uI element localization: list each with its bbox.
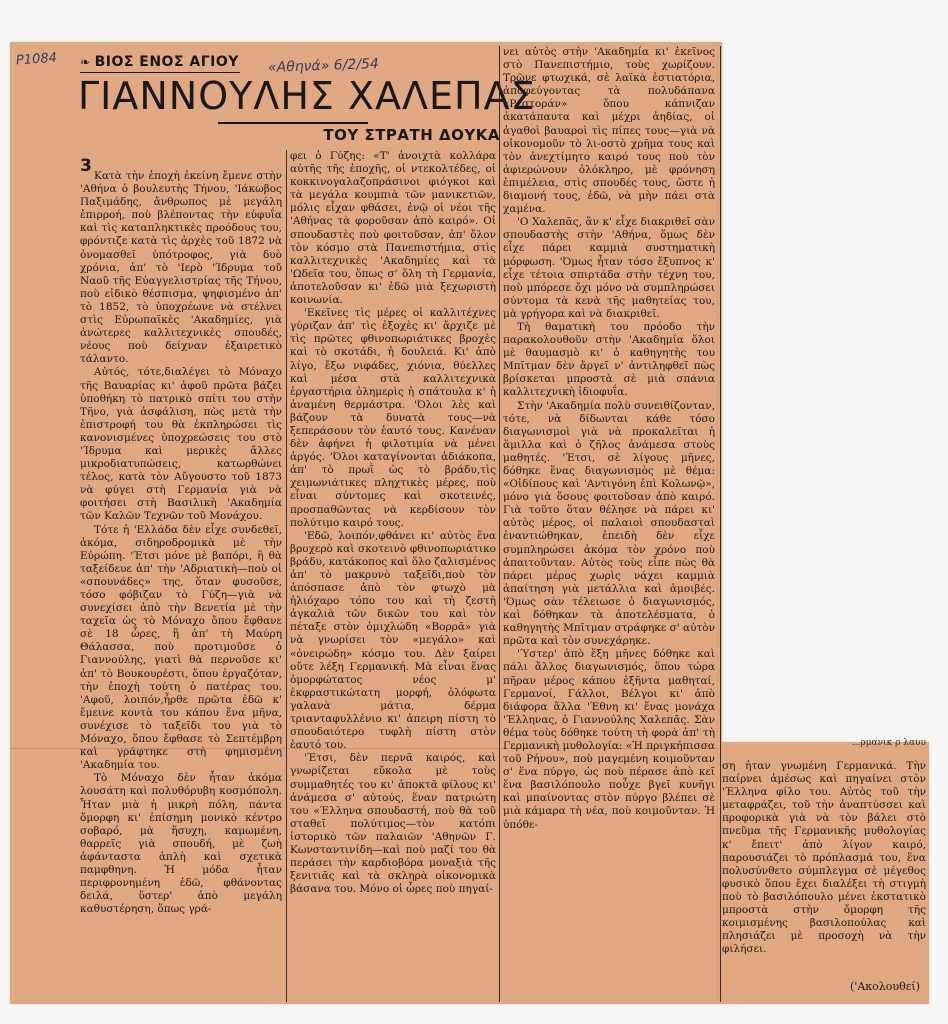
kicker-text: ΒΙΟΣ ΕΝΟΣ ΑΓΙΟΥ <box>94 54 239 70</box>
paragraph: Τότε ἡ 'Ελλάδα δὲν εἶχε συνδεθεῖ, ἀκόμα, σιδηροδρομικὰ μὲ τὴν Εὐρώπη. 'Έτσι μόνε μὲ βαπόρι, ἢ θὰ ταξείδευε ἀπ' τὴν 'Αδριατικὴ—ποὺ οἱ «σπουνάδες» της, ὅταν φυσοῦσε, τόσο φόβιζαν τὸ Γύζη—γιὰ νὰ συνεχίσει ἀπὸ τὴν Βενετία μὲ τὴν ταχεῖα ὡς τὸ Μόναχο ὅπου ἔφθανε σὲ 18 ὧρες, ἢ ἀπ' τὴ Μαύρη Θάλασσα, ποὺ προτιμοῦσε ὁ Γιαννούλης, γιατὶ θὰ περνοῦσε κι' ἀπ' τὸ Βουκουρέστι, ὅπου ἐργαζόταν, τὴν ἐποχὴ τούτη ὁ πατέρας του. 'Αφοῦ, λοιπόν,ἦρθε πρῶτα ἐδῶ κ' ἔμεινε κοντὰ του κάπου ἕνα μῆνα, συνέχισε τὸ ταξεῖδι του γιὰ τὸ Μόναχο, ὅπου ἔφθασε τὸ Σεπτέμβρη καὶ γράφτηκε στὴ φημισμένη 'Ακαδημία του. <box>80 523 282 772</box>
article-title: ΓΙΑΝΝΟΥΛΗΣ ΧΑΛΕΠΑΣ <box>78 74 536 118</box>
column-rule <box>499 46 500 1002</box>
paragraph: φει ὁ Γύζης: «Τ' ἀνοιχτὰ κολλάρα αὐτῆς τῆς ἐποχῆς, οἱ ντεκολτέδες, οἱ κοκκινογαλαζοπράσινοι φιόγκοι καὶ τὰ μεγάλα κουμπιὰ τῶν μανικετιῶν, μόλις εἶχαν φθάσει, ἐνῷ οἱ νέοι τῆς 'Αθήνας τὰ φοροῦσαν ἀπὸ καιρό». Οἱ σπουδαστὲς ποὺ φοιτοῦσαν, ἀπ' ὅλον τὸν κόσμο στὰ Πανεπιστήμια, στὶς καλλιτεχνικὲς 'Ακαδημίες καὶ τὰ 'Ωδεῖα του, ὅπως σ' ὅλη τὴ Γερμανία, ἀποτελοῦσαν κι' ἐδῶ μιὰ ξεχωριστὴ κοινωνία. <box>290 150 496 307</box>
paragraph: ση ἦταν γνωμένη Γερμανικά. Τὴν παίρνει ἀμέσως καὶ πηγαίνει στὸν 'Έλληνα φίλο του. Αὐτὸς τοῦ τὴν μεταφράζει, τοῦ τὴν ἀναπτύσσει καὶ προφορικὰ γιὰ νὰ τὸν βάλει στὸ πνεῦμα τῆς Γερμανικῆς μυθολογίας κ' ἔπειτ' ἀπὸ λίγον καιρό, παρουσιάζει τὸ πρόπλασμά του, ἕνα πολυσύνθετο σύμπλεγμα σὲ μέγεθος φυσικὸ ὅπου ἔχει διαλέξει τὴ στιγμὴ ποὺ τὸ βασιλόπουλο μένει ἐκστατικὸ μπροστὰ στὴν ὄμορφη τῆς κοιμισμένης βασιλοπούλας καὶ πλησιάζει μὲ προσοχὴ νὰ τὴν φιλήσει. <box>722 760 926 956</box>
column-3 <box>503 46 715 1000</box>
byline-rule <box>218 122 368 124</box>
paragraph: Στὴν 'Ακαδημία πολὺ συνειθίζονταν, τότε, νὰ δίδωνται κάθε τόσο διαγωνισμοὶ γιὰ νὰ προκαλεῖται ἡ ἅμιλλα καὶ ὁ ζῆλος ἀνάμεσα στοὺς μαθητές. 'Έτσι, σὲ λίγους μῆνες, δόθηκε ἕνας διαγωνισμὸς μὲ θέμα: «Οἰδίπους καὶ 'Αντιγόνη ἐπὶ Κολωνῷ», μόνο γιὰ ὅσους φοιτοῦσαν ἀπὸ καιρό. Γιὰ τοῦτο ὅταν θέλησε νὰ πάρει κι' αὐτὸς μέρος, οἱ παλαιοὶ σπουδασταὶ ἐναντιώθηκαν, ἐπειδὴ δὲν εἶχε συμπληρώσει ἀκόμα τὸν χρόνο ποὺ ἀπαιτοῦνταν. Αὐτὸς τοὺς εἶπε πὼς θὰ πάρει μέρος χωρὶς νάχει καμμιὰ ἀπαίτηση γιὰ μετάλλια καὶ ἀμοιβές. 'Όμως σὰν τέλειωσε ὁ διαγωνισμός, καὶ δόθηκαν τὰ ἀποτελέσματα, ὁ καθηγητὴς Μπῖτμαν στράφηκε σ' αὐτὸν πρῶτα καὶ τὸν συνεχάρηκε. <box>503 399 715 648</box>
paragraph: Τὸ Μόναχο δὲν ἦταν ἀκόμα λουσάτη καὶ πολυθόρυβη κοσμόπολη. Ἦταν μιὰ ἡ μικρὴ πόλη, πάντα ὄμορφη κι' ἐπίσημη μονικὸ κέντρο σοβαρό, μὰ ἥσυχη, καμωμένη, θαρρεῖς γιὰ σπουδή, μὲ ζωὴ ἀφάνταστα ἁπλὴ καὶ σχετικὰ παμφθηνη. Ἡ μόδα ἦταν περιφρονημένη ἐδῶ, φθάνοντας δειλά, ὕστερ' ἀπὸ μεγάλη καθυστέρηση, ὅπως γρά- <box>80 772 282 916</box>
handwritten-source-date: «Αθηνά» 6/2/54 <box>267 56 380 76</box>
ornament-icon: ❧ <box>80 55 91 69</box>
paragraph: Αὐτός, τότε,διαλέγει τὸ Μόναχο τῆς Βαυαρίας κι' ἀφοῦ πρῶτα βάζει ὑποθήκη τὸ πατρικὸ σπίτι του στὴν Τῆνο, γιὰ ἀσφάλιση, πὼς μετὰ τὴν ἐπιστροφή του θὰ ἐκπληρώσει τὶς κανονισμένες ὑποχρεώσεις του στὸ 'Ίδρυμα καὶ μερικὲς ἄλλες μικροδιατυπώσεις, κατωρθώνει τέλος, κατὰ τὸν Αὔγουστο τοῦ 1873 νὰ φύγει στὴ Γερμανία γιὰ νὰ φοιτήσει στὴ Βασιλικὴ 'Ακαδημία τῶν Καλῶν Τεχνῶν τοῦ Μονάχου. <box>80 366 282 523</box>
paragraph: Κατὰ τὴν ἐποχὴ ἐκείνη ἔμενε στὴν 'Αθήνα ὁ βουλευτὴς Τήνου, 'Ιάκωβος Παξιμάδης, ἄνθρωπος μὲ μεγάλη ἐπιρροή, ποὺ βλέποντας τὴν εὐφυΐα καὶ τὶς καταπληκτικὲς προόδους του, φρόντιζε κατὰ τὶς ἀρχὲς τοῦ 1872 νὰ ὀνομασθεῖ ὑπότροφος, γιὰ δυὸ χρόνια, ἀπ' τὸ 'Ιερὸ 'Ίδρυμα τοῦ Ναοῦ τῆς Εὐαγγελιστρίας τῆς Τήνου, ποὺ εἰδικὸ θέσπισμα, ψηφισμένο ἀπ' τὸ 1852, τὸ ὑποχρέωνε νὰ στέλνει στὶς Εὐρωπαϊκὲς 'Ακαδημίες, γιὰ ἀνώτερες καλλιτεχνικὲς σπουδές, νέους ποὺ δείχναν ἐξαιρετικὸ τάλαντο. <box>80 170 282 366</box>
handwritten-catalog-number: Ρ1084 <box>15 50 58 69</box>
paragraph: 'Ύστερ' ἀπὸ ἕξη μῆνες δόθηκε καὶ πάλι ἄλλος διαγωνισμός, ὅπου τώρα πῆραν μέρος κάπου ἑξῆντα μαθηταί, Γερμανοί, Γάλλοι, Βέλγοι κι' ἀπὸ διάφορα ἄλλα 'Έθνη κι' ἕνας μονάχα 'Έλληνας, ὁ Γιαννούλης Χαλεπᾶς. Σὰν θέμα τοὺς δόθηκε τούτη τὴ φορὰ ἀπ' τὴ Γερμανικὴ μυθολογία: «Ἡ πριγκήπισσα τοῦ Ρήνου», ποὺ μαγεμένη κοιμοῦνταν σ' ἕνα πύργο, ὡς ποὺ πέρασε ἀπὸ κεῖ ἕνα βασιλόπουλο ποὖχε βγεῖ κυνῆγι καὶ μπαίνοντας στὸν πύργο βλέπει σὲ μιὰ κάμαρα τὴ νέα, ποὺ κοιμοῦνταν. Ἡ ὑπόθε- <box>503 648 715 831</box>
article-kicker <box>80 54 240 73</box>
paragraph: 'Εδῶ, λοιπόν,φθάνει κι' αὐτὸς ἕνα βροχερὸ καὶ σκοτεινὸ φθινοπωριάτικο βράδυ, κατάκοπος καὶ ὅλο ζαλισμένος ἀπ' τὸ μακρυνὸ ταξεῖδι,ποὺ τὸν ἀπόσπασε ἀπὸ τὸν φτωχὸ μὰ ἡλιόχαρο τόπο του καὶ τὴ ζεστὴ ἀγκαλιὰ τῶν δικῶν του καὶ τὸν πέταξε στὸν ὁμιχλώδη «Βορρᾶ» γιὰ νὰ γνωρίσει τὸν «μεγάλο» καὶ «ὀνειρώδη» κόσμο του. Δὲν ξαίρει οὔτε λέξη Γερμανική. Μὰ εἶναι ἕνας ὀμορφώτατος νέος μ' ἐκφραστικώτατη μορφή, ὁλόφωτα γαλανὰ μάτια, δέρμα τριανταφυλλένιο κι' ἀπειρη πίστη τὸ σπουδαιότερο τυφλὴ πίστη στὸν ἑαυτό του. <box>290 529 496 752</box>
article-byline: ΤΟΥ ΣΤΡΑΤΗ ΔΟΥΚΑ <box>323 126 500 144</box>
column-1 <box>80 170 282 1000</box>
paragraph: νει αὐτὸς στὴν 'Ακαδημία κι' ἐκεῖνος στὸ Πανεπιστήμιο, τοὺς χωρίζουν. Τρῶνε φτωχικά, σὲ λαϊκὰ ἑστιατόρια, ἀποφεύγοντας τὰ πολυδάπανα «Ρεστοράν» ὅπου κάπνιζαν ἀκατάπαυτα καὶ μέχρι ἀηδίας, οἱ ἀγαθοὶ βαυαροὶ τὶς πίπες τους—γιὰ νὰ οἰκονομοῦν τὸ λι-οστὸ χρῆμα τους καὶ τὸν ἀνεχτίμητο καιρό τους ποὺ τὸν ἀφιερώνουν ὁλόκληρο, μὲ φρόνηση ἐπιμέλεια, στὶς σπουδές τους, ὥστε ἡ διαμονή τους, ἐδῶ, νὰ μὴν πάει στὰ χαμένα. <box>503 46 715 216</box>
column-rule <box>720 46 721 1002</box>
column-4 <box>722 760 926 980</box>
torn-fragment: ...ρμανικ ρ λαυυ <box>851 738 926 748</box>
column-2 <box>290 150 496 1000</box>
paragraph: 'Έτσι, δὲν περνᾶ καιρός, καὶ γνωρίζεται εὔκολα μὲ τοὺς συμμαθητές του κι' ἀποκτᾶ φίλους κι' ἀνάμεσα σ' αὐτούς, ἕναν πατριώτη του «Έλληνα σπουδαστή, ποὺ θὰ τοῦ σταθεῖ πολύτιμος—τὸν κατόπι ἱστορικὸ τῶν παλαιῶν 'Αθηνῶν Γ. Κωνσταντινίδη—καὶ ποὺ μαζί του θὰ περάσει τὴν καρδιοβόρα μοναξιὰ τῆς ξενιτιᾶς καὶ τὰ σκληρὰ οἰκονομικὰ βάσανα του. Μόνο οἱ ὧρες ποὺ πηγαί- <box>290 752 496 896</box>
paragraph: Τὴ θαματικὴ του πρόοδο τὴν παρακολουθοῦν στὴν 'Ακαδημία ὅλοι μὲ θαυμασμὸ κι' ὁ καθηγητὴς του Μπῖτμαν δὲν ἄργεῖ ν' ἀντιληφθεῖ πὼς βρίσκεται μπροστὰ σὲ μιὰ σπάνια καλλιτεχνικὴ ἰδιοφυΐα. <box>503 320 715 399</box>
paragraph: 'Εκεῖνες τὶς μέρες οἱ καλλιτέχνες γύριζαν ἀπ' τὶς ἐξοχὲς κι' ἄρχιζε μὲ τὶς πρῶτες φθινοπωριάτικες βροχὲς καὶ τὸ σκοτάδι, ἡ δουλειά. Κι' ἀπὸ λίγο, ἔξω νιφάδες, χιόνια, θύελλες καὶ μέσα στὰ καλλιτεχνικὰ ἐργαστήρια ὁλημερὶς ἡ σπάτουλα κ' ἡ ἀναμένη θερμάστρα. 'Όλοι λὲς καὶ βάζουν τὰ δυνατὰ τους—νὰ ξεπεράσουν τὸν ἑαυτό τους. Κανέναν δὲν ἀφήνει ἡ φιλοτιμία νὰ μένει ἀργός. 'Όλοι καταγίνονται ἀδιάκοπα, ἀπ' τὸ πρωῒ ὡς τὸ βράδυ,τὶς χειμωνιάτικες πληχτικὲς μέρες, ποὺ εἶναι σύντομες καὶ σκοτεινές, προσπαθῶντας νὰ κερδίσουν τὸν πολύτιμο καιρό τους. <box>290 307 496 529</box>
paragraph: 'Ο Χαλεπᾶς, ἂν κ' εἶχε διακριθεῖ σὰν σπουδαστὴς στὴν 'Αθήνα, ὅμως δὲν εἶχε πάρει καμμιὰ συστηματικὴ μόρφωση. 'Όμως ἦταν τόσο ἔξυπνος κ' εἶχε τέτοια σπιρτάδα στὴν τέχνη του, ποὺ μπόρεσε ὄχι μόνο νὰ συμπληρώσει σύντομα τὰ κενὰ τῆς μαθητείας του, μὰ γρήγορα καὶ νὰ διακριθεῖ. <box>503 216 715 320</box>
section-number: 3 <box>80 156 92 176</box>
column-rule <box>286 150 287 1002</box>
to-be-continued: ('Ακολουθεί) <box>850 980 920 993</box>
